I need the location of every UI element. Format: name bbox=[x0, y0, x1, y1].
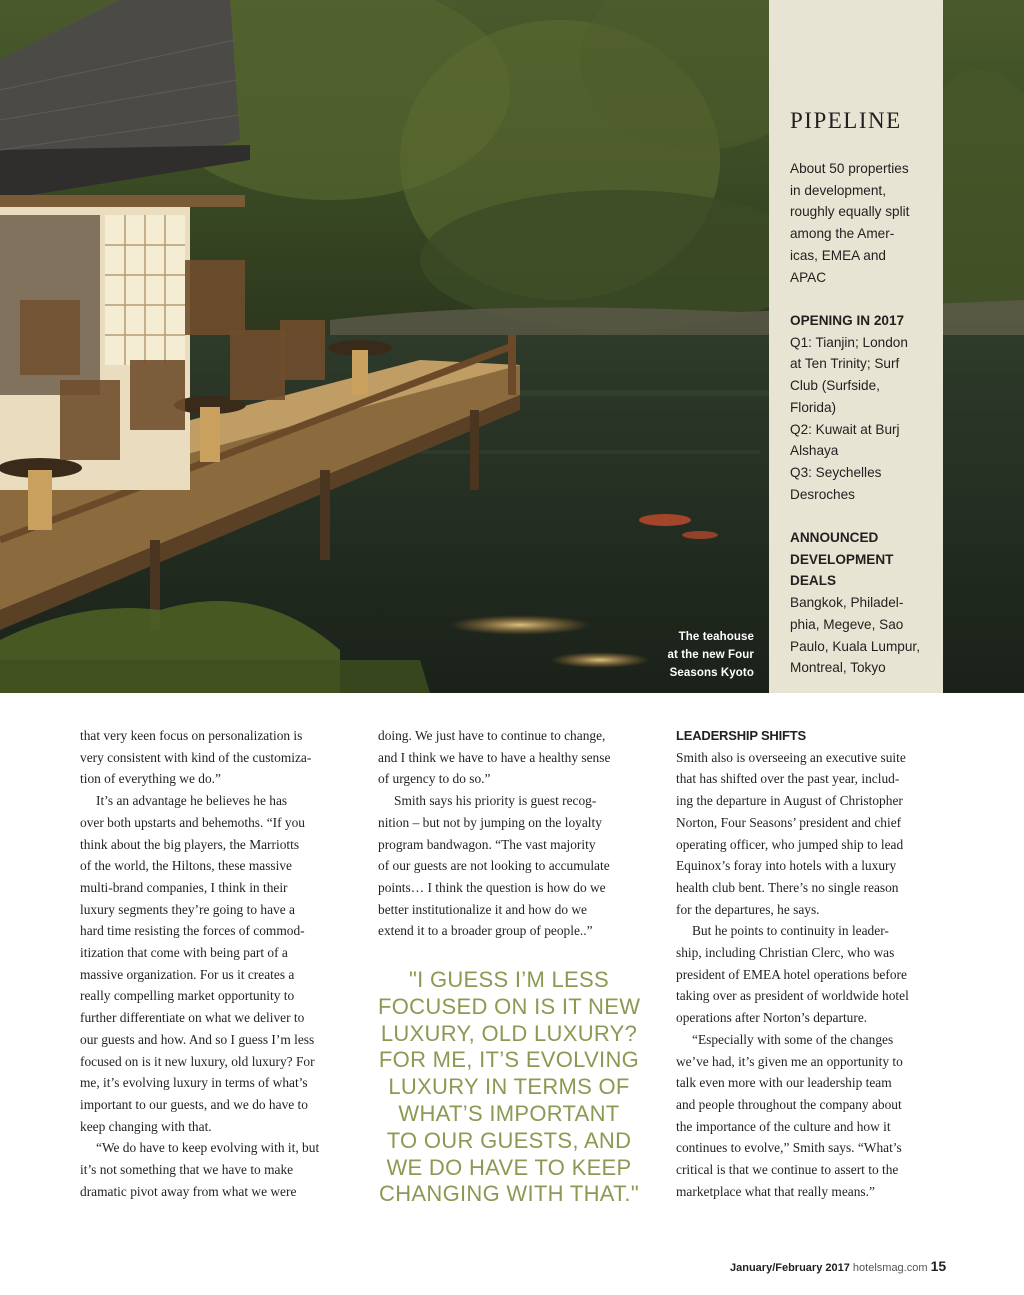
body-column-3 bbox=[676, 725, 946, 1202]
pipeline-intro bbox=[790, 158, 940, 288]
text-line: of the world, the Hiltons, these massive bbox=[80, 858, 292, 874]
pull-quote-line: LUXURY, OLD LUXURY? bbox=[380, 1020, 638, 1046]
announced-heading: DEVELOPMENT bbox=[790, 551, 894, 567]
text-line: at Ten Trinity; Surf bbox=[790, 356, 900, 372]
text-line: ship, including Christian Clerc, who was bbox=[676, 945, 895, 961]
text-line: among the Amer- bbox=[790, 226, 895, 242]
text-line: we’ve had, it’s given me an opportunity to bbox=[676, 1053, 903, 1069]
text-line: points… I think the question is how do we bbox=[378, 879, 606, 895]
text-line: me, it’s evolving luxury in terms of what’s bbox=[80, 1075, 308, 1091]
text-line: Q2: Kuwait at Burj bbox=[790, 421, 900, 437]
text-line: Paulo, Kuala Lumpur, bbox=[790, 638, 920, 654]
issue-date: January/February 2017 bbox=[730, 1262, 850, 1274]
announced-heading: DEALS bbox=[790, 573, 837, 589]
text-line: our guests and how. And so I guess I’m less bbox=[80, 1031, 315, 1047]
text-line: nition – but not by jumping on the loyalty bbox=[378, 814, 602, 830]
openings-heading: OPENING IN 2017 bbox=[790, 313, 905, 328]
text-line: hard time resisting the forces of commod- bbox=[80, 923, 305, 939]
text-line: of our guests are not looking to accumulate bbox=[378, 858, 610, 874]
text-line: further differentiate on what we deliver to bbox=[80, 1010, 305, 1026]
text-line: Norton, Four Seasons’ president and chief bbox=[676, 814, 902, 830]
text-line: “Especially with some of the changes bbox=[692, 1031, 894, 1047]
text-line: roughly equally split bbox=[790, 204, 910, 220]
text-line: But he points to continuity in leader- bbox=[692, 923, 889, 939]
text-line: talk even more with our leadership team bbox=[676, 1075, 892, 1091]
text-line: very consistent with kind of the customiza- bbox=[80, 749, 312, 765]
text-line: doing. We just have to continue to change, bbox=[378, 728, 606, 743]
text-line: president of EMEA hotel operations before bbox=[676, 966, 907, 982]
page-footer bbox=[730, 1258, 947, 1274]
text-line: focused on is it new luxury, old luxury? For bbox=[80, 1053, 315, 1069]
photo-caption bbox=[660, 628, 754, 682]
pull-quote-line: "I GUESS I’M LESS bbox=[409, 967, 609, 992]
text-line: phia, Megeve, Sao bbox=[790, 616, 904, 632]
pull-quote-line: TO OUR GUESTS, AND bbox=[386, 1127, 632, 1153]
text-line: program bandwagon. “The vast majority bbox=[378, 836, 596, 852]
pipeline-title: PIPELINE bbox=[790, 108, 902, 133]
text-line: that has shifted over the past year, includ- bbox=[676, 771, 900, 787]
text-line: really compelling market opportunity to bbox=[80, 988, 295, 1004]
pull-quote-line: WHAT’S IMPORTANT bbox=[398, 1100, 620, 1126]
text-line: extend it to a broader group of people..” bbox=[378, 923, 593, 939]
text-line: and I think we have to have a healthy sense bbox=[378, 749, 611, 765]
text-line: Florida) bbox=[790, 399, 837, 415]
text-line: massive organization. For us it creates a bbox=[80, 966, 295, 982]
text-line: Alshaya bbox=[790, 443, 839, 459]
text-line: tion of everything we do.” bbox=[80, 771, 221, 787]
caption-line: Seasons Kyoto bbox=[669, 667, 754, 679]
text-line: operations after Norton’s departure. bbox=[676, 1010, 868, 1026]
text-line: and people throughout the company about bbox=[676, 1096, 902, 1112]
text-line: think about the big players, the Marriotts bbox=[80, 836, 300, 852]
text-line: continues to evolve,” Smith says. “What’s bbox=[676, 1140, 902, 1156]
text-line: for the departures, he says. bbox=[676, 901, 820, 917]
text-line: Montreal, Tokyo bbox=[790, 660, 886, 676]
text-line: the importance of the culture and how it bbox=[676, 1118, 891, 1134]
text-line: over both upstarts and behemoths. “If you bbox=[80, 814, 305, 830]
text-line: “We do have to keep evolving with it, but bbox=[96, 1140, 320, 1156]
text-line: dramatic pivot away from what we were bbox=[80, 1183, 297, 1199]
text-line: keep changing with that. bbox=[80, 1118, 212, 1134]
text-line: that very keen focus on personalization is bbox=[80, 728, 303, 743]
text-line: better institutionalize it and how do we bbox=[378, 901, 587, 917]
body-column-2 bbox=[378, 725, 648, 942]
pull-quote-line: LUXURY IN TERMS OF bbox=[388, 1074, 630, 1100]
text-line: APAC bbox=[790, 269, 827, 285]
pull-quote-line: FOR ME, IT’S EVOLVING bbox=[378, 1047, 640, 1073]
page-number: 15 bbox=[930, 1258, 947, 1274]
body-column-1 bbox=[80, 725, 350, 1202]
text-line: Q1: Tianjin; London bbox=[790, 334, 908, 350]
text-line: luxury segments they’re going to have a bbox=[80, 901, 295, 917]
text-line: About 50 properties bbox=[790, 161, 909, 176]
text-line: marketplace what that really means.” bbox=[676, 1183, 875, 1199]
text-line: it’s not something that we have to make bbox=[80, 1162, 294, 1178]
text-line: Club (Surfside, bbox=[790, 378, 880, 394]
text-line: Smith also is overseeing an executive suite bbox=[676, 749, 906, 765]
text-line: ing the departure in August of Christopher bbox=[676, 793, 903, 809]
website-link[interactable]: hotelsmag.com bbox=[852, 1262, 928, 1274]
pipeline-announced bbox=[790, 527, 940, 679]
text-line: in development, bbox=[790, 182, 886, 198]
text-line: It’s an advantage he believes he has bbox=[96, 793, 288, 809]
text-line: multi-brand companies, I think in their bbox=[80, 879, 288, 895]
text-line: Q3: Seychelles bbox=[790, 464, 882, 480]
text-line: Desroches bbox=[790, 486, 855, 502]
pipeline-openings bbox=[790, 310, 940, 505]
pull-quote-line: CHANGING WITH THAT." bbox=[379, 1181, 639, 1207]
text-line: operating officer, who jumped ship to lead bbox=[676, 836, 904, 852]
pipeline-sidebar bbox=[769, 0, 943, 693]
pull-quote-line: FOCUSED ON IS IT NEW bbox=[378, 993, 641, 1019]
text-line: itization that come with being part of a bbox=[80, 945, 288, 961]
pull-quote-line: WE DO HAVE TO KEEP bbox=[386, 1154, 632, 1180]
announced-heading: ANNOUNCED bbox=[790, 530, 879, 545]
caption-line: The teahouse bbox=[678, 631, 754, 643]
text-line: of urgency to do so.” bbox=[378, 771, 491, 787]
text-line: Equinox’s foray into hotels with a luxury bbox=[676, 858, 897, 874]
text-line: important to our guests, and we do have to bbox=[80, 1096, 308, 1112]
section-heading: LEADERSHIP SHIFTS bbox=[676, 728, 806, 743]
text-line: health club bent. There’s no single reason bbox=[676, 879, 899, 895]
caption-line: at the new Four bbox=[667, 649, 754, 661]
text-line: taking over as president of worldwide hotel bbox=[676, 988, 909, 1004]
text-line: Bangkok, Philadel- bbox=[790, 595, 904, 611]
text-line: icas, EMEA and bbox=[790, 247, 886, 263]
pull-quote bbox=[378, 967, 640, 1208]
text-line: Smith says his priority is guest recog- bbox=[394, 793, 597, 809]
text-line: critical is that we continue to assert to the bbox=[676, 1162, 899, 1178]
